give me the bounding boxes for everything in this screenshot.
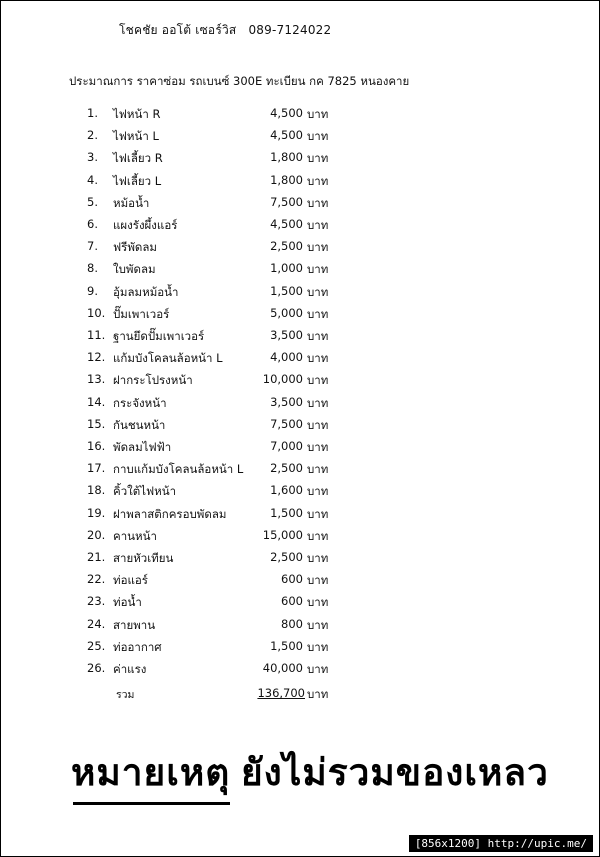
list-item [1,350,600,370]
list-item [1,195,600,215]
item-number: 20. [87,527,106,542]
item-number: 19. [87,505,106,520]
item-unit: บาท [307,218,329,232]
total-amount: 136,700 [257,686,305,700]
item-name: ท่อแอร์ [113,573,148,588]
item-number: 26. [87,661,106,675]
item-name: ไฟเลี้ยว R [113,151,163,166]
item-unit: บาท [307,662,329,676]
note-label: หมายเหตุ [71,743,230,802]
item-number: 11. [87,328,106,342]
list-item [1,461,600,481]
item-name: แผงรังผึ้งแอร์ [113,218,178,232]
list-item [1,239,600,259]
item-number: 14. [87,394,106,409]
item-number: 22. [87,572,106,587]
item-amount: 7,500 [270,416,303,431]
item-amount: 2,500 [270,550,303,564]
list-item [1,594,600,614]
item-number: 21. [87,550,106,564]
item-unit: บาท [307,173,329,188]
item-number: 2. [87,128,98,143]
item-name: ฟรีพัดลม [113,240,157,255]
total-label: รวม [116,689,135,701]
list-item [1,506,600,526]
shop-name: โชคชัย ออโต้ เซอร์วิส [119,23,237,37]
item-amount: 7,000 [270,439,303,453]
item-number: 16. [87,439,106,453]
item-number: 10. [87,305,106,320]
item-amount: 4,500 [270,128,303,143]
item-amount: 1,500 [270,283,303,298]
item-number: 4. [87,172,98,187]
item-name: ค่าแรง [113,662,147,676]
item-unit: บาท [307,639,329,654]
item-name: ฝากระโปรงหน้า [113,373,193,388]
item-unit: บาท [307,373,329,388]
list-item [1,306,600,326]
item-unit: บาท [307,151,329,166]
item-unit: บาท [307,484,329,499]
item-number: 17. [87,461,106,476]
item-amount: 15,000 [262,527,303,542]
item-number: 8. [87,261,98,276]
item-amount: 2,500 [270,461,303,476]
item-name: ไฟหน้า R [113,107,161,121]
item-amount: 1,800 [270,150,303,165]
item-amount: 4,000 [270,350,303,365]
item-number: 23. [87,594,106,609]
item-name: ไฟหน้า L [113,129,159,144]
item-amount: 800 [281,616,303,631]
item-unit: บาท [307,573,329,588]
item-unit: บาท [307,351,329,366]
item-amount: 1,800 [270,172,303,187]
item-amount: 600 [281,594,303,609]
total-row [1,686,600,708]
list-item [1,284,600,304]
list-item [1,217,600,237]
shop-header [119,21,331,40]
list-item [1,617,600,637]
list-item [1,106,600,126]
list-item [1,639,600,659]
list-item [1,173,600,193]
item-name: กระจังหน้า [113,395,167,410]
item-amount: 1,500 [270,505,303,520]
item-unit: บาท [307,329,329,343]
item-number: 18. [87,483,106,498]
estimate-title: ประมาณการ ราคาซ่อม รถเบนซ์ 300E ทะเบียน กค 7825 หนองคาย [69,74,410,88]
item-number: 24. [87,616,106,631]
item-unit: บาท [307,417,329,432]
item-name: ท่ออากาศ [113,639,162,654]
item-number: 12. [87,350,106,365]
item-unit: บาท [307,462,329,477]
item-unit: บาท [307,262,329,277]
item-name: ใบพัดลม [113,262,156,277]
item-amount: 3,500 [270,394,303,409]
item-amount: 1,600 [270,483,303,498]
item-name: กาบแก้มบังโคลนล้อหน้า L [113,462,244,477]
item-amount: 5,000 [270,305,303,320]
list-item [1,417,600,437]
item-name: คานหน้า [113,528,157,543]
item-amount: 3,500 [270,328,303,342]
item-number: 9. [87,283,98,298]
item-amount: 600 [281,572,303,587]
item-name: ท่อน้ำ [113,595,142,610]
item-unit: บาท [307,506,329,521]
item-unit: บาท [307,240,329,255]
item-amount: 2,500 [270,239,303,254]
item-amount: 1,000 [270,261,303,276]
item-name: สายหัวเทียน [113,551,174,565]
item-name: ฐานยึดปั๊มเพาเวอร์ [113,329,205,343]
item-unit: บาท [307,306,329,321]
item-unit: บาท [307,129,329,144]
list-item [1,261,600,281]
item-unit: บาท [307,284,329,299]
list-item [1,572,600,592]
item-number: 3. [87,150,98,165]
item-name: สายพาน [113,617,156,632]
item-name: พัดลมไฟฟ้า [113,440,172,454]
note-text: ยังไม่รวมของเหลว [241,750,549,794]
item-name: หม้อน้ำ [113,195,150,210]
item-unit: บาท [307,528,329,543]
item-number: 13. [87,372,106,387]
list-item [1,483,600,503]
list-item [1,150,600,170]
item-number: 6. [87,217,98,231]
item-name: ปั๊มเพาเวอร์ [113,306,170,321]
item-name: แก้มบังโคลนล้อหน้า L [113,351,223,366]
item-name: คิ้วใต้ไฟหน้า [113,484,177,499]
item-unit: บาท [307,195,329,210]
list-item [1,372,600,392]
list-item [1,439,600,459]
item-unit: บาท [307,595,329,610]
item-unit: บาท [307,617,329,632]
item-name: กันชนหน้า [113,417,166,432]
list-item [1,128,600,148]
item-name: ไฟเลี้ยว L [113,173,162,188]
list-item [1,528,600,548]
item-number: 5. [87,194,98,209]
image-host-tag: [856x1200] http://upic.me/ [409,835,593,852]
item-number: 15. [87,416,106,431]
list-item [1,395,600,415]
item-amount: 40,000 [262,661,303,675]
list-item [1,550,600,570]
item-amount: 10,000 [262,372,303,387]
total-unit: บาท [307,687,329,701]
item-amount: 4,500 [270,217,303,231]
item-unit: บาท [307,440,329,454]
item-amount: 4,500 [270,106,303,120]
item-unit: บาท [307,107,329,121]
list-item [1,661,600,681]
item-number: 7. [87,239,98,254]
item-unit: บาท [307,551,329,565]
shop-phone: 089-7124022 [248,23,332,37]
item-number: 1. [87,106,98,120]
item-name: อุ้มลมหม้อน้ำ [113,284,179,299]
item-name: ฝาพลาสติกครอบพัดลม [113,506,227,521]
list-item [1,328,600,348]
item-number: 25. [87,638,106,653]
item-unit: บาท [307,395,329,410]
item-amount: 7,500 [270,194,303,209]
item-amount: 1,500 [270,638,303,653]
